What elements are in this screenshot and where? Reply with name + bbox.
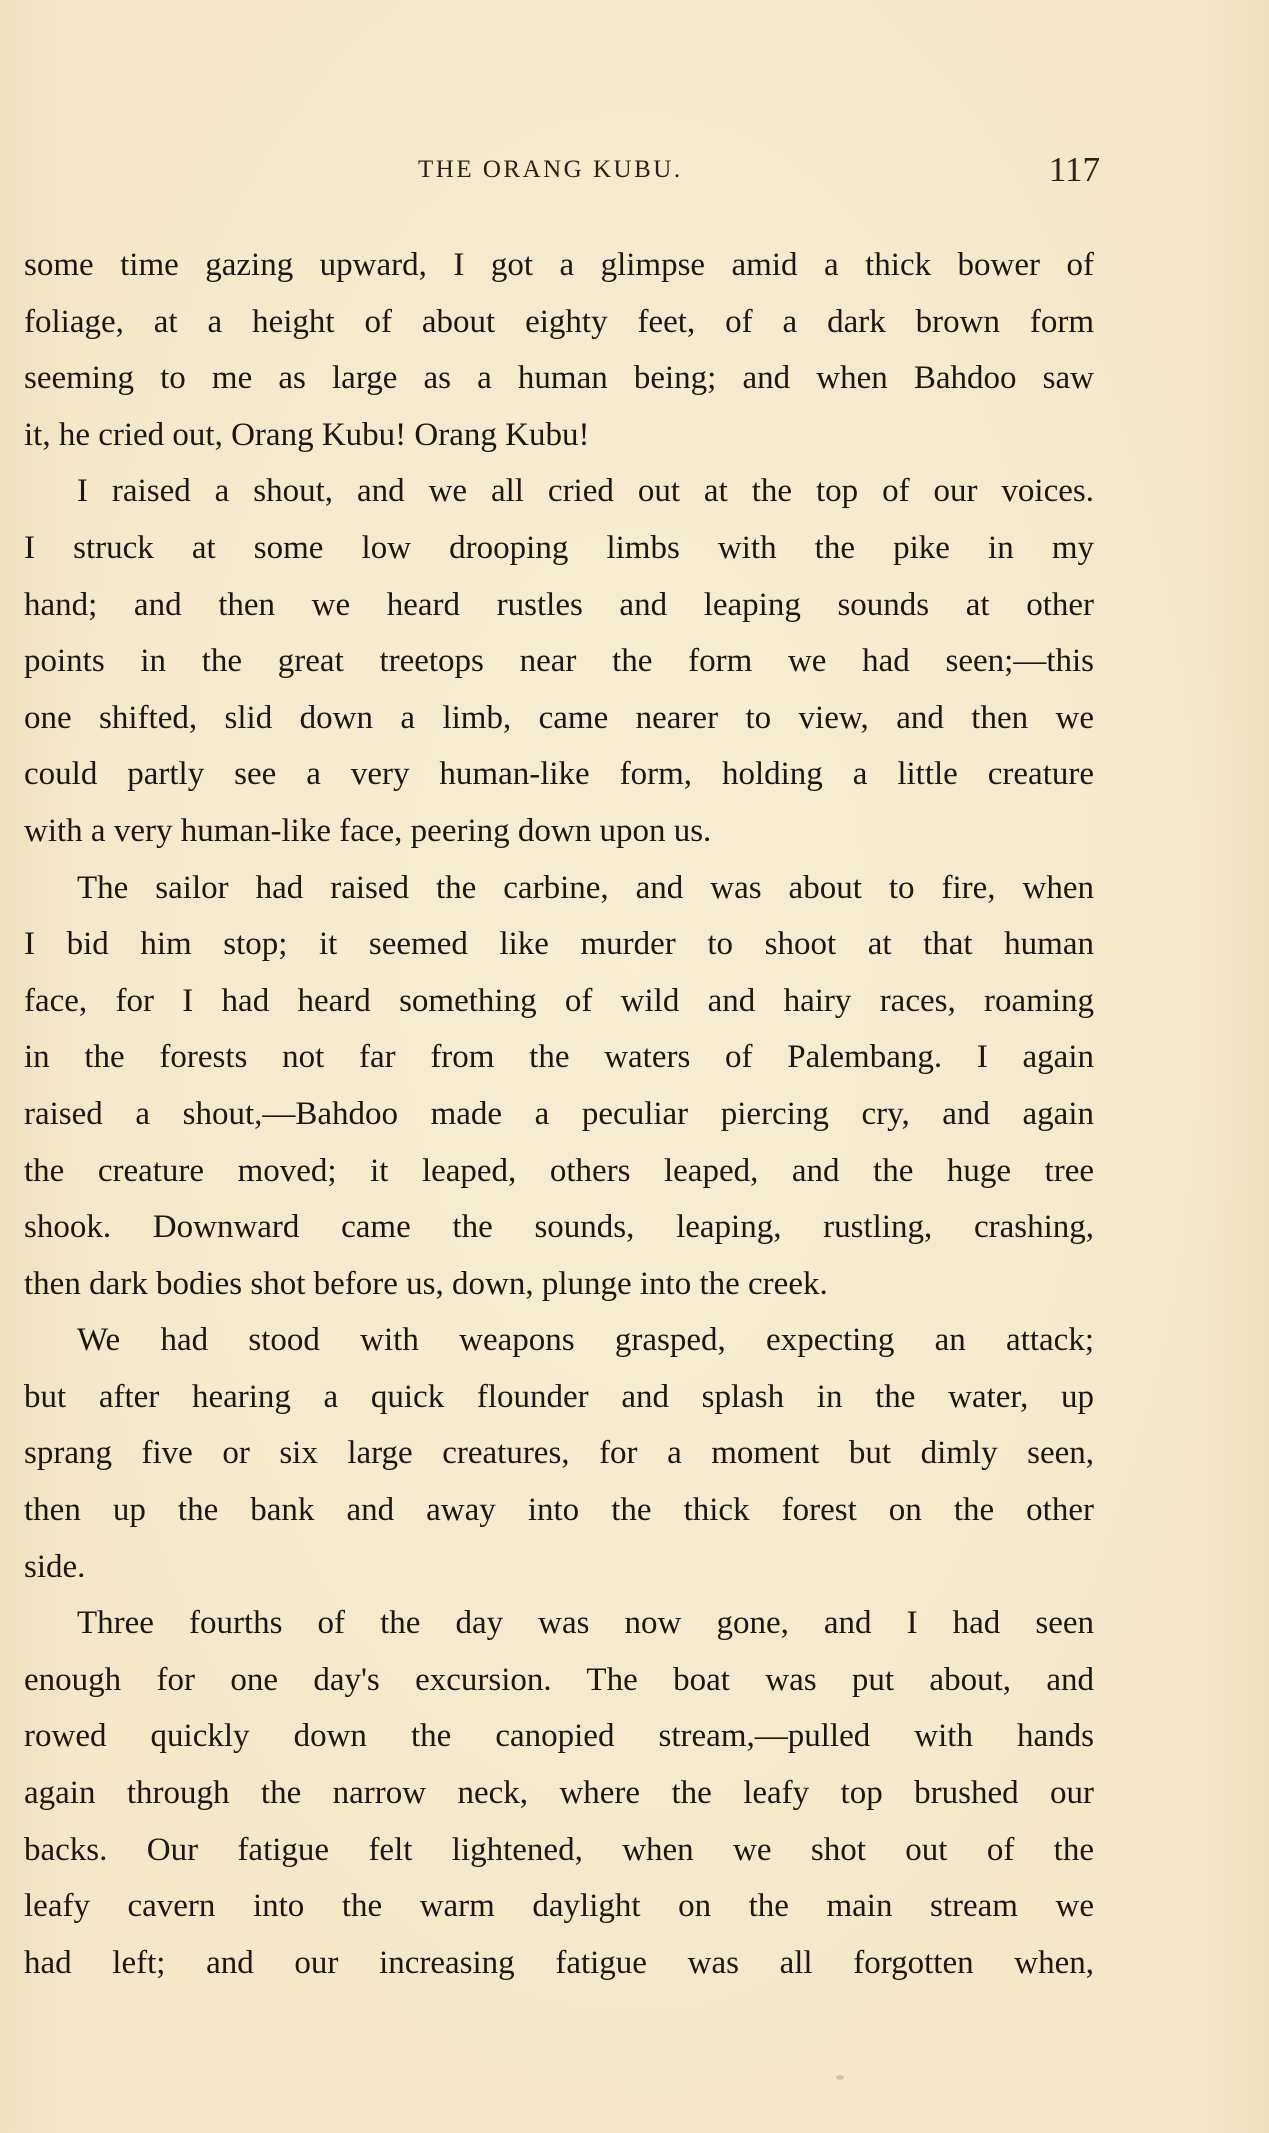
text-line: Three fourths of the day was now gone, and I had seen — [77, 1605, 1094, 1642]
text-line: the creature moved; it leaped, others leaped, and the huge tree — [24, 1152, 1094, 1189]
text-line: raised a shout,—Bahdoo made a peculiar piercing cry, and again — [24, 1095, 1094, 1132]
text-line: seeming to me as large as a human being; and when Bahdoo saw — [24, 360, 1094, 397]
page-number: 117 — [1048, 150, 1100, 189]
body-text — [24, 237, 1094, 1991]
text-line: I struck at some low drooping limbs with the pike in my — [24, 529, 1094, 566]
text-line: had left; and our increasing fatigue was all forgotten when, — [24, 1944, 1094, 1981]
text-line: one shifted, slid down a limb, came nearer to view, and then we — [24, 699, 1094, 736]
text-line: rowed quickly down the canopied stream,—pulled with hands — [24, 1718, 1094, 1755]
running-head — [20, 150, 1100, 190]
text-line: in the forests not far from the waters of Palembang. I again — [24, 1039, 1094, 1076]
text-line: it, he cried out, Orang Kubu! Orang Kubu! — [24, 416, 590, 453]
paper-smudge — [836, 2075, 844, 2080]
text-line: then dark bodies shot before us, down, plunge into the creek. — [24, 1265, 828, 1302]
text-line: side. — [24, 1548, 86, 1585]
text-line: foliage, at a height of about eighty feet, of a dark brown form — [24, 303, 1094, 340]
text-line: then up the bank and away into the thick forest on the other — [24, 1492, 1094, 1529]
text-line: I raised a shout, and we all cried out at the top of our voices. — [77, 473, 1094, 510]
text-line: We had stood with weapons grasped, expecting an attack; — [77, 1322, 1094, 1359]
text-line: backs. Our fatigue felt lightened, when we shot out of the — [24, 1831, 1094, 1868]
text-line: sprang five or six large creatures, for a moment but dimly seen, — [24, 1435, 1094, 1472]
text-line: leafy cavern into the warm daylight on the main stream we — [24, 1888, 1094, 1925]
running-title: THE ORANG KUBU. — [418, 156, 683, 183]
text-line: again through the narrow neck, where the leafy top brushed our — [24, 1775, 1094, 1812]
text-line: shook. Downward came the sounds, leaping, rustling, crashing, — [24, 1209, 1094, 1246]
text-line: hand; and then we heard rustles and leaping sounds at other — [24, 586, 1094, 623]
text-line: but after hearing a quick flounder and splash in the water, up — [24, 1378, 1094, 1415]
text-line: I bid him stop; it seemed like murder to shoot at that human — [24, 926, 1094, 963]
text-line: enough for one day's excursion. The boat was put about, and — [24, 1661, 1094, 1698]
text-line: could partly see a very human-like form, holding a little creature — [24, 756, 1094, 793]
text-line: with a very human-like face, peering down upon us. — [24, 812, 712, 849]
text-line: The sailor had raised the carbine, and was about to fire, when — [77, 869, 1094, 906]
text-line: points in the great treetops near the form we had seen;—this — [24, 643, 1094, 680]
text-line: face, for I had heard something of wild and hairy races, roaming — [24, 982, 1094, 1019]
text-line: some time gazing upward, I got a glimpse amid a thick bower of — [24, 247, 1094, 283]
